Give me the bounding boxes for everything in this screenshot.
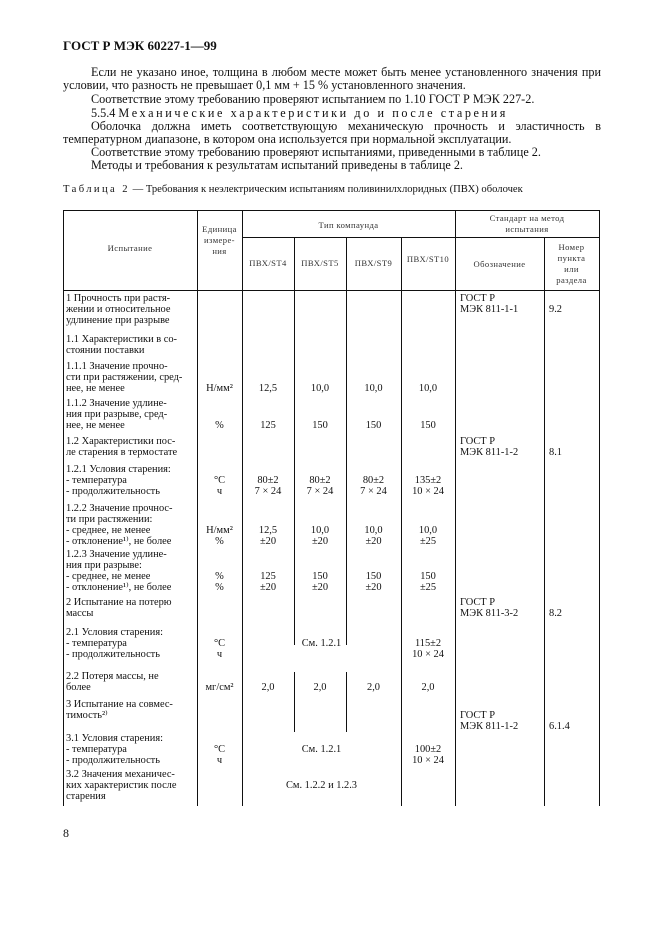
st9-cell: 150 <box>365 419 382 431</box>
test-name-cell: 3.2 Значения механичес- ких характеристик после старения <box>66 769 177 802</box>
header-compound-type: Тип компаунда <box>318 220 379 230</box>
unit-cell: °С ч <box>213 474 226 497</box>
header-standard: Стандарт на метод испытания <box>489 213 565 234</box>
unit-cell: °С ч <box>213 743 226 766</box>
st10-cell: 150 ±25 <box>419 570 437 593</box>
st10-cell: 10,0 ±25 <box>418 524 438 547</box>
st10-cell: 2,0 <box>421 681 435 693</box>
st5-cell: 10,0 <box>310 382 330 394</box>
paragraph: Соответствие этому требованию проверяют испытанием по 1.10 ГОСТ Р МЭК 227-2. <box>91 92 535 106</box>
header-st5: ПВХ/ST5 <box>301 258 339 268</box>
st4-cell: 12,5 <box>258 382 278 394</box>
document-header: ГОСТ Р МЭК 60227-1—99 <box>63 38 217 53</box>
unit-cell: °С ч <box>213 637 226 660</box>
st9-cell: 10,0 ±20 <box>364 524 383 547</box>
test-name-cell: 3.1 Условия старения: - температура - продолжительность <box>66 733 164 766</box>
test-name-cell: 1.2.1 Условия старения: - температура - продолжительность <box>66 464 171 497</box>
clause-number-cell: 6.1.4 <box>549 720 570 732</box>
test-name-cell: 1.2 Характеристики пос- ле старения в термостате <box>66 436 178 458</box>
st4-cell: 12,5 ±20 <box>258 524 278 547</box>
test-name-cell: 3 Испытание на совмес- тимость²⁾ <box>66 699 173 721</box>
st5-cell: 10,0 ±20 <box>310 524 330 547</box>
paragraph: Методы и требования к результатам испытаний приведены в таблице 2. <box>91 158 463 172</box>
column-divider <box>599 210 600 806</box>
merged-value-cell: См. 1.2.2 и 1.2.3 <box>285 779 358 791</box>
test-name-cell: 2.2 Потеря массы, не более <box>66 671 159 693</box>
unit-cell: % <box>215 419 224 431</box>
header-clause: Номер пункта или раздела <box>556 242 587 285</box>
st10-cell: 100±2 10 × 24 <box>412 743 444 766</box>
unit-cell: Н/мм² % <box>206 524 233 547</box>
st5-cell: 80±2 7 × 24 <box>306 474 334 497</box>
section-title: Механические характеристики до и после старения <box>118 106 509 120</box>
header-st10: ПВХ/ST10 <box>406 254 450 264</box>
clause-number-cell: 8.1 <box>549 446 562 458</box>
st9-cell: 2,0 <box>367 681 380 693</box>
st5-cell: 150 ±20 <box>311 570 329 593</box>
standard-designation-cell: ГОСТ Р МЭК 811-1-2 <box>460 436 519 458</box>
header-designation: Обозначение <box>473 259 526 269</box>
st9-cell: 10,0 <box>364 382 383 394</box>
merged-value-cell: См. 1.2.1 <box>301 743 342 755</box>
st5-cell: 150 <box>312 419 328 431</box>
column-divider <box>455 210 456 806</box>
paragraph: Соответствие этому требованию проверяют испытаниями, приведенными в таблице 2. <box>91 145 541 159</box>
st10-cell: 135±2 10 × 24 <box>412 474 444 497</box>
header-test: Испытание <box>107 243 153 253</box>
st10-cell: 10,0 <box>418 382 438 394</box>
test-name-cell: 2.1 Условия старения: - температура - продолжительность <box>66 627 164 660</box>
unit-cell: Н/мм² <box>206 382 233 394</box>
test-name-cell: 1.2.3 Значение удлине- ния при разрыве: - среднее, не менее - отклонение¹⁾, не более <box>66 549 172 593</box>
st4-cell: 80±2 7 × 24 <box>254 474 282 497</box>
paragraph: Оболочка должна иметь соответствующую механическую прочность и эластичность в температурном диапазоне, в котором она используется при нормальной эксплуатации. <box>63 119 601 147</box>
st10-cell: 150 <box>420 419 436 431</box>
header-bottom-border <box>63 290 600 291</box>
table-caption-text: — Требования к неэлектрическим испытаниям поливинилхлоридных (ПВХ) оболочек <box>129 184 523 195</box>
column-divider <box>63 210 64 806</box>
unit-cell: % % <box>215 570 224 593</box>
st9-cell: 150 ±20 <box>365 570 382 593</box>
merged-value-cell: См. 1.2.1 <box>301 637 342 649</box>
clause-number-cell: 9.2 <box>549 303 562 315</box>
section-number: 5.5.4 <box>91 106 116 120</box>
column-divider <box>544 237 545 806</box>
st10-cell: 115±2 10 × 24 <box>412 637 444 660</box>
page-number: 8 <box>63 826 69 840</box>
st4-cell: 2,0 <box>261 681 275 693</box>
test-name-cell: 1.2.2 Значение прочнос- ти при растяжении: - среднее, не менее - отклонение¹⁾, не более <box>66 503 173 547</box>
header-unit: Единица измере- ния <box>202 224 237 256</box>
test-name-cell: 1.1.1 Значение прочно- сти при растяжении, сред- нее, не менее <box>66 361 183 394</box>
unit-cell: мг/см² <box>205 681 234 693</box>
st4-cell: 125 <box>260 419 276 431</box>
table-border-top <box>63 210 600 211</box>
standard-designation-cell: ГОСТ Р МЭК 811-3-2 <box>460 597 519 619</box>
st9-cell: 80±2 7 × 24 <box>360 474 387 497</box>
clause-number-cell: 8.2 <box>549 607 562 619</box>
standard-designation-cell: ГОСТ Р МЭК 811-1-1 <box>460 293 519 315</box>
header-st9: ПВХ/ST9 <box>354 258 393 268</box>
test-name-cell: 2 Испытание на потерю массы <box>66 597 172 619</box>
st5-cell: 2,0 <box>313 681 327 693</box>
test-name-cell: 1 Прочность при растя- жении и относительное удлинение при разрыве <box>66 293 171 326</box>
table-caption-label: Таблица 2 <box>63 184 130 195</box>
test-name-cell: 1.1.2 Значение удлине- ния при разрыве, сред- нее, не менее <box>66 398 168 431</box>
standard-designation-cell: ГОСТ Р МЭК 811-1-2 <box>460 709 519 732</box>
st4-cell: 125 ±20 <box>259 570 277 593</box>
header-divider <box>242 237 600 238</box>
paragraph: Если не указано иное, толщина в любом месте может быть менее установленного значения при условии, что разность не превышает 0,1 мм + 15 % установленного значения. <box>63 65 601 93</box>
header-st4: ПВХ/ST4 <box>249 258 287 268</box>
test-name-cell: 1.1 Характеристики в со- стоянии поставки <box>66 334 178 356</box>
